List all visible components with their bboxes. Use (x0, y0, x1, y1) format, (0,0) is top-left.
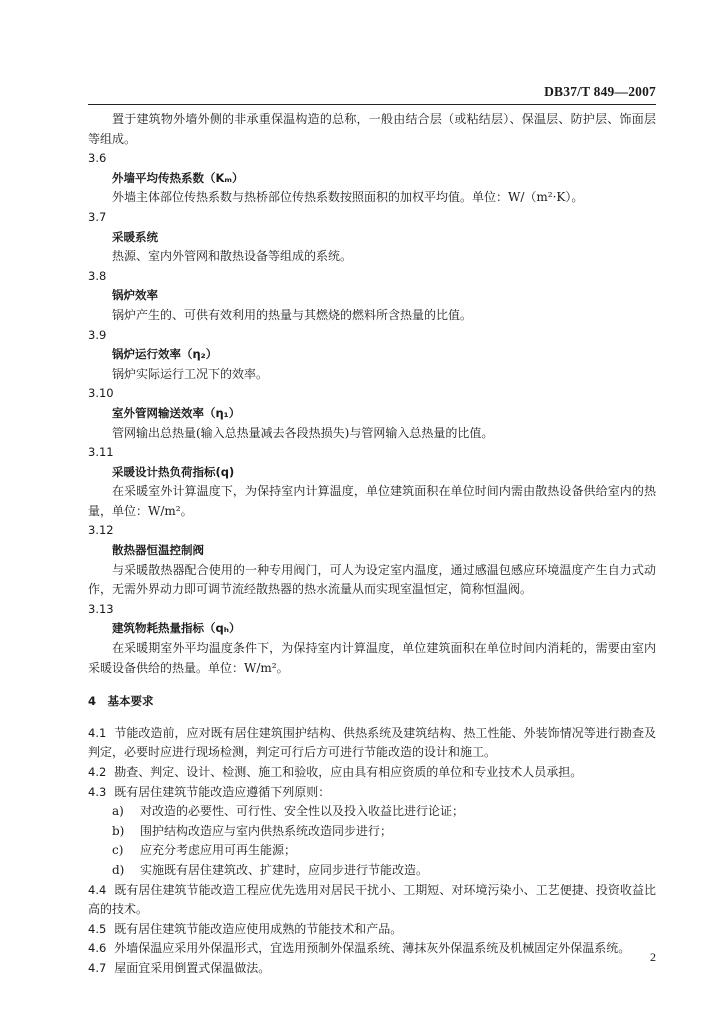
item-text: 围护结构改造应与室内供热系统改造同步进行； (140, 823, 393, 838)
term-3-8 (88, 267, 656, 326)
clause-text: 既有居住建筑节能改造应使用成熟的节能技术和产品。 (114, 921, 403, 936)
term-number: 3.10 (88, 386, 114, 401)
term-number: 3.7 (88, 209, 107, 224)
term-title: 外墙平均传热系数（Kₘ） (112, 170, 244, 185)
clause-number: 4.3 (88, 784, 107, 799)
term-definition: 外墙主体部位传热系数与热桥部位传热系数按照面积的加权平均值。单位：W/（m²·K）。 (112, 190, 584, 205)
item-text: 实施既有居住建筑改、扩建时，应同步进行节能改造。 (140, 862, 429, 877)
clause-text: 勘查、判定、设计、检测、施工和验收，应由具有相应资质的单位和专业技术人员承担。 (114, 765, 583, 779)
clause-4-5 (88, 920, 656, 940)
term-definition: 锅炉产生的、可供有效利用的热量与其燃烧的燃料所含热量的比值。 (112, 307, 473, 322)
term-number: 3.13 (88, 601, 114, 616)
term-number: 3.12 (88, 523, 114, 538)
list-item-a (112, 802, 656, 822)
clause-4-1 (88, 724, 656, 763)
clause-4-2 (88, 763, 656, 783)
term-title: 散热器恒温控制阀 (112, 543, 204, 558)
clause-number: 4.1 (88, 725, 107, 740)
clause-text: 屋面宜采用倒置式保温做法。 (114, 960, 271, 975)
term-3-13 (88, 600, 656, 678)
term-number: 3.11 (88, 445, 114, 460)
item-label: b) (112, 823, 125, 838)
item-label: d) (112, 862, 125, 877)
clause-text: 节能改造前，应对既有居住建筑围护结构、供热系统及建筑结构、热工性能、外装饰情况等进行勘查及判定，必要时应进行现场检测，判定可行后方可进行节能改造的设计和施工。 (88, 725, 656, 760)
term-3-7 (88, 208, 656, 267)
term-3-12 (88, 521, 656, 599)
clause-text: 外墙保温应采用外保温形式，宜选用预制外保温系统、薄抹灰外保温系统及机械固定外保温系统。 (114, 941, 631, 956)
item-text: 应充分考虑应用可再生能源； (140, 843, 297, 858)
term-3-9 (88, 326, 656, 385)
clause-4-6 (88, 939, 656, 959)
clause-number: 4.4 (88, 882, 107, 897)
term-definition: 管网输出总热量(输入总热量减去各段热损失)与管网输入总热量的比值。 (112, 425, 494, 440)
section-4-title: 4 基本要求 (88, 694, 154, 709)
continuation-paragraph: 置于建筑物外墙外侧的非承重保温构造的总称，一般由结合层（或粘结层）、保温层、防护层、饰面层等组成。 (88, 112, 656, 146)
clause-4-7 (88, 959, 656, 979)
term-definition: 在采暖室外计算温度下，为保持室内计算温度，单位建筑面积在单位时间内需由散热设备供给室内的热量，单位：W/m²。 (88, 484, 656, 518)
term-number: 3.9 (88, 327, 107, 342)
clause-4-3 (88, 783, 656, 803)
term-title: 室外管网输送效率（η₁） (112, 405, 241, 420)
list-item-b (112, 822, 656, 842)
term-definition: 与采暖散热器配合使用的一种专用阀门，可人为设定室内温度，通过感温包感应环境温度产生自力式动作，无需外界动力即可调节流经散热器的热水流量从而实现室温恒定，简称恒温阀。 (88, 562, 656, 597)
clause-number: 4.2 (88, 765, 107, 779)
clause-number: 4.7 (88, 960, 107, 975)
standard-code-header: DB37/T 849—2007 (544, 84, 656, 99)
list-item-d (112, 861, 656, 881)
list-item-c (112, 841, 656, 861)
term-definition: 锅炉实际运行工况下的效率。 (112, 366, 269, 381)
term-title: 锅炉效率 (112, 288, 158, 303)
item-label: c) (112, 843, 124, 858)
term-3-10 (88, 384, 656, 443)
term-definition: 热源、室内外管网和散热设备等组成的系统。 (112, 249, 353, 264)
header-rule (88, 104, 656, 105)
clause-4-4 (88, 881, 656, 920)
term-title: 建筑物耗热量指标（qₕ） (112, 621, 241, 636)
page-number: 2 (650, 950, 656, 964)
clause-number: 4.6 (88, 941, 107, 956)
term-title: 采暖设计热负荷指标(q) (112, 464, 235, 479)
clause-number: 4.5 (88, 921, 107, 936)
term-title: 采暖系统 (112, 229, 158, 244)
item-text: 对改造的必要性、可行性、安全性以及投入收益比进行论证； (140, 804, 465, 819)
document-body (88, 110, 656, 979)
term-title: 锅炉运行效率（η₂） (112, 347, 218, 362)
clause-text: 既有居住建筑节能改造工程应优先选用对居民干扰小、工期短、对环境污染小、工艺便捷、投资收益比高的技术。 (88, 882, 656, 917)
clause-text: 既有居住建筑节能改造应遵循下列原则： (114, 784, 331, 799)
term-3-6 (88, 149, 656, 208)
term-definition: 在采暖期室外平均温度条件下，为保持室内计算温度，单位建筑面积在单位时间内消耗的，需要由室内采暖设备供给的热量。单位：W/m²。 (88, 641, 656, 675)
term-3-11 (88, 443, 656, 521)
term-number: 3.6 (88, 151, 107, 166)
term-number: 3.8 (88, 268, 107, 283)
item-label: a) (112, 804, 124, 819)
